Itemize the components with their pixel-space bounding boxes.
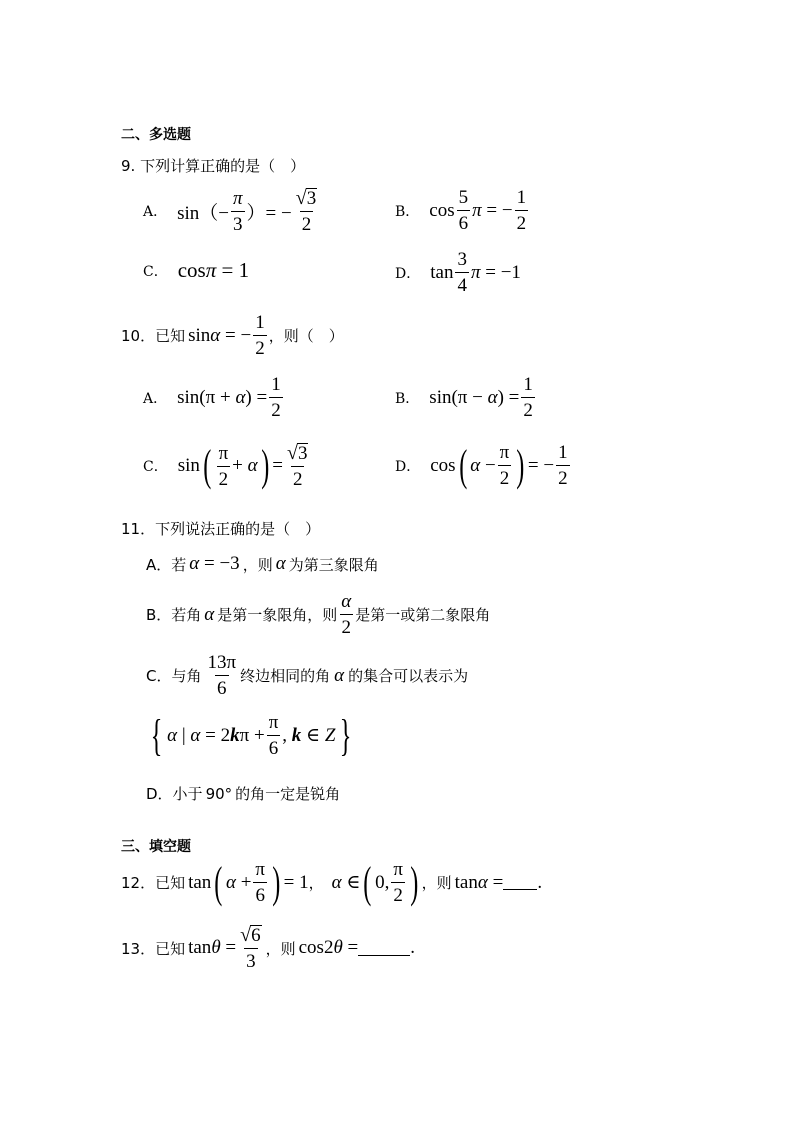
math-expression: α bbox=[204, 603, 215, 625]
math-expression: cos bbox=[430, 454, 456, 476]
option-text: 的集合可以表示为 bbox=[348, 667, 469, 685]
fraction: $\frac{13\pi}{6}$ bbox=[207, 652, 237, 699]
q13 bbox=[121, 925, 415, 971]
fraction: $\frac{\alpha}{2}$ bbox=[341, 591, 352, 638]
right-paren: ) bbox=[410, 857, 419, 907]
option-text: 为第三象限角 bbox=[288, 555, 379, 574]
q12 bbox=[121, 857, 543, 907]
fraction: $\frac{1}{2}$ bbox=[255, 312, 265, 359]
q11-option-c bbox=[146, 653, 468, 698]
q11-option-d bbox=[146, 783, 340, 804]
left-paren: ( bbox=[214, 857, 223, 907]
q10-option-a bbox=[143, 375, 285, 420]
math-expression: cosπ = 1 bbox=[177, 258, 250, 282]
math-expression: cos2θ = bbox=[298, 937, 359, 958]
answer-blank[interactable] bbox=[358, 941, 410, 956]
q11-option-b bbox=[146, 592, 490, 637]
q11-option-c-set bbox=[146, 710, 357, 760]
math-expression: 0, bbox=[375, 871, 390, 893]
fraction: $\frac{\pi}{6}$ bbox=[268, 712, 279, 759]
math-expression: α bbox=[334, 664, 345, 686]
option-text: 是第一或第二象限角 bbox=[355, 606, 491, 624]
q10-option-b bbox=[395, 375, 537, 420]
math-expression: ）= − bbox=[246, 202, 292, 224]
math-expression: α ∈ bbox=[331, 872, 361, 893]
option-label: B． bbox=[395, 203, 420, 220]
period: . bbox=[537, 871, 543, 893]
q10-option-d bbox=[395, 440, 572, 490]
option-label: C． bbox=[143, 459, 168, 475]
math-expression: sin bbox=[177, 455, 200, 476]
math-expression: + α bbox=[232, 455, 258, 476]
fraction: $\frac{1}{2}$ bbox=[523, 374, 533, 421]
math-expression: = − bbox=[527, 454, 555, 476]
math-expression: π = −1 bbox=[470, 261, 521, 283]
section-title-multi-choice: 二、多选题 bbox=[121, 127, 191, 143]
math-expression: = − bbox=[481, 199, 513, 221]
math-expression: − bbox=[480, 454, 496, 476]
math-expression: cos bbox=[429, 199, 455, 221]
q10-suffix: ，则（ ） bbox=[268, 327, 344, 345]
fraction: $\frac{\pi}{6}$ bbox=[255, 859, 266, 906]
period: . bbox=[410, 937, 416, 958]
q9-option-b bbox=[395, 188, 530, 233]
math-expression: α | α = 2kπ + bbox=[167, 724, 265, 746]
math-expression: α bbox=[470, 454, 481, 476]
math-expression: , k ∈ Z bbox=[282, 725, 336, 746]
option-label: C． bbox=[143, 263, 168, 280]
math-expression: sin（− bbox=[177, 202, 230, 224]
fraction: $\frac{1}{2}$ bbox=[558, 442, 568, 489]
option-text: C．与角 bbox=[146, 667, 202, 685]
option-text: D．小于 bbox=[146, 785, 203, 803]
fraction: $\frac{5}{6}$ bbox=[458, 187, 469, 234]
left-paren: ( bbox=[363, 857, 372, 907]
fraction: √ 6 3 bbox=[240, 924, 261, 972]
math-expression: tanα = bbox=[454, 871, 504, 893]
q10-prefix: 10．已知 bbox=[121, 327, 186, 345]
q9-option-c bbox=[143, 258, 249, 283]
math-expression: α bbox=[225, 871, 236, 893]
math-expression: + bbox=[235, 871, 252, 893]
option-label: B． bbox=[395, 390, 420, 407]
math-expression: π bbox=[472, 199, 482, 221]
option-label: D． bbox=[395, 458, 421, 475]
q13-suffix: ，则 bbox=[265, 939, 296, 958]
q9-option-a bbox=[143, 188, 321, 234]
option-text: 是第一象限角，则 bbox=[217, 606, 338, 624]
q9-option-d bbox=[395, 250, 521, 295]
option-text: 终边相同的角 bbox=[240, 667, 331, 685]
math-expression: tan bbox=[188, 871, 212, 893]
option-text: ，则 bbox=[242, 555, 273, 574]
math-expression: = 1 bbox=[283, 871, 309, 893]
q13-prefix: 13．已知 bbox=[121, 939, 186, 958]
option-text: 的角一定是锐角 bbox=[235, 785, 341, 803]
math-expression: α = −3 bbox=[189, 553, 240, 574]
q12-suffix: ，则 bbox=[421, 874, 452, 892]
math-expression: α bbox=[275, 553, 286, 574]
math-expression: tan bbox=[430, 261, 454, 283]
q12-prefix: 12．已知 bbox=[121, 874, 186, 892]
right-brace: } bbox=[340, 710, 352, 760]
fraction: $\frac{3}{4}$ bbox=[457, 249, 467, 296]
q11-option-a bbox=[146, 553, 379, 575]
q12-separator: ， bbox=[308, 874, 324, 892]
option-label: A． bbox=[143, 390, 168, 407]
right-paren: ) bbox=[516, 440, 525, 490]
option-label: A． bbox=[143, 204, 168, 220]
option-text: B．若角 bbox=[146, 606, 202, 624]
fraction: $\frac{\pi}{2}$ bbox=[218, 442, 229, 490]
option-text: A．若 bbox=[146, 555, 187, 574]
math-expression: sin(π − α) = bbox=[429, 386, 520, 408]
fraction: √ 3 2 bbox=[286, 442, 308, 490]
q10-stem bbox=[121, 313, 344, 358]
q11-stem: 11．下列说法正确的是（ ） bbox=[121, 520, 321, 538]
left-brace: { bbox=[150, 710, 163, 760]
left-paren: ( bbox=[203, 441, 212, 490]
math-expression: sinα = − bbox=[188, 324, 252, 346]
fraction: $\frac{\pi}{2}$ bbox=[393, 859, 403, 906]
fraction: $\frac{\pi}{2}$ bbox=[499, 442, 510, 489]
fraction: $\frac{1}{2}$ bbox=[271, 374, 281, 421]
left-paren: ( bbox=[458, 440, 467, 490]
fraction: $\frac{1}{2}$ bbox=[516, 187, 527, 234]
q9-stem: 9. 下列计算正确的是（ ） bbox=[121, 157, 306, 175]
q10-option-c bbox=[143, 443, 312, 489]
section-title-fill-blank: 三、填空题 bbox=[121, 839, 191, 855]
answer-blank[interactable] bbox=[503, 875, 537, 890]
math-expression: tanθ = bbox=[188, 937, 237, 958]
right-paren: ) bbox=[272, 857, 281, 907]
math-expression: = bbox=[272, 455, 283, 476]
fraction: $\frac{\pi}{3}$ bbox=[233, 187, 243, 235]
degree-value: 90° bbox=[205, 784, 233, 803]
math-expression: sin(π + α) = bbox=[177, 386, 268, 408]
fraction: √ 3 2 bbox=[295, 187, 317, 235]
option-label: D． bbox=[395, 265, 421, 282]
right-paren: ) bbox=[260, 441, 269, 490]
